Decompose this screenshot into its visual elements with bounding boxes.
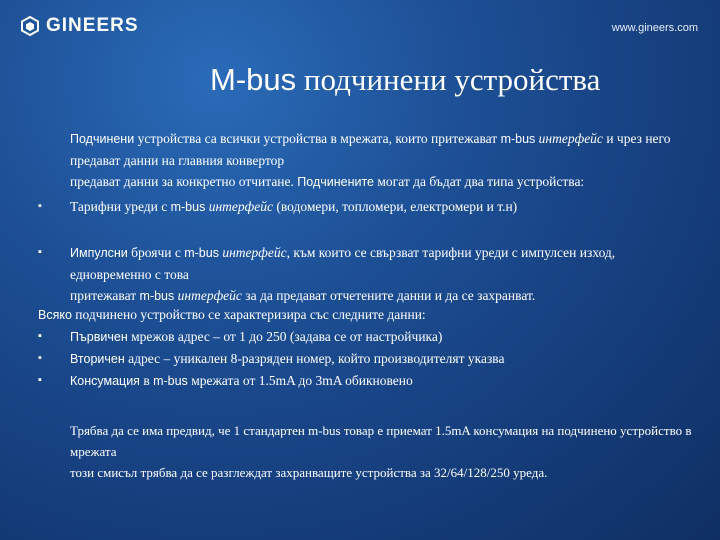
- bullet-icon: ▪: [38, 330, 42, 342]
- bullet-icon: ▪: [38, 200, 42, 212]
- intro-paragraph: [70, 128, 700, 193]
- logo: [20, 15, 139, 37]
- logo-text: GINEERS: [46, 15, 139, 36]
- characteristics-section: [38, 304, 698, 392]
- intro-line-2: [70, 171, 700, 193]
- bullet1-code: m-bus: [184, 246, 219, 260]
- bullet1-line2-a: притежават: [70, 288, 140, 303]
- characteristics-intro-term: Всяко: [38, 308, 72, 322]
- characteristic-primary-text: [70, 326, 698, 348]
- bullet0-text-a: Тарифни уреди с: [70, 199, 171, 214]
- note-paragraph: [70, 420, 700, 483]
- bullet-list-2: [38, 242, 698, 307]
- note-line-2: този смисъл трябва да се разглеждат захранващите устройства за 32/64/128/250 уреда.: [70, 465, 548, 480]
- characteristic-consumption-text: [70, 370, 698, 392]
- intro-term: Подчинени: [70, 132, 135, 146]
- bullet1-line2-code: m-bus: [139, 289, 175, 303]
- intro-line2-b: могат да бъдат два типа устройства:: [374, 174, 585, 189]
- note-line-1: Трябва да се има предвид, че 1 стандартен m-bus товар е приемат 1.5mA консумация на подчинено устройство в мрежата: [70, 423, 692, 459]
- bullet1-text-a: броячи с: [127, 245, 185, 260]
- title-text: подчинени устройства: [296, 62, 601, 97]
- characteristics-intro-text: подчинено устройство се характеризира със следните данни:: [71, 307, 426, 322]
- bullet1-term: Импулсни: [70, 246, 128, 260]
- intro-line-1: [70, 128, 700, 171]
- bullet-icon: ▪: [38, 374, 42, 386]
- bullet1-line2-italic: интерфейс: [174, 288, 242, 303]
- characteristic-item-consumption: [38, 370, 698, 392]
- characteristics-intro: [38, 304, 698, 326]
- characteristic-consumption-term: Консумация: [70, 374, 140, 388]
- characteristic-consumption-a: в: [139, 373, 154, 388]
- characteristic-secondary-text: [70, 348, 698, 370]
- intro-text-b: и чрез него предават данни на главния конвертор: [70, 131, 671, 168]
- bullet-text-tariff: [70, 196, 698, 218]
- intro-code: m-bus: [500, 132, 536, 146]
- intro-line2-a: предават данни за конкретно отчитане.: [70, 174, 298, 189]
- bullet-list: [38, 196, 698, 218]
- bullet-text-impulse-1: [70, 242, 698, 285]
- intro-line2-term: Подчинените: [297, 175, 375, 189]
- characteristic-primary-term: Първичен: [70, 330, 128, 344]
- characteristic-item-secondary: [38, 348, 698, 370]
- characteristic-primary-desc: мрежов адрес – от 1 до 250 (задава се от настройчика): [127, 329, 443, 344]
- bullet-item-tariff: [38, 196, 698, 218]
- intro-italic: интерфейс: [538, 131, 603, 146]
- bullet1-line2-b: за да предават отчетените данни и да се захранват.: [241, 288, 536, 303]
- bullet0-italic: интерфейс: [205, 199, 273, 214]
- characteristic-secondary-desc: адрес – уникален 8-разряден номер, който производителят указва: [124, 351, 505, 366]
- bullet-icon: ▪: [38, 246, 42, 258]
- bullet0-code: m-bus: [170, 200, 206, 214]
- bullet-item-impulse: [38, 242, 698, 307]
- bullet1-italic: интерфейс: [218, 245, 287, 260]
- gineers-logo-icon: [20, 16, 40, 36]
- bullet-icon: ▪: [38, 352, 42, 364]
- characteristic-secondary-term: Вторичен: [70, 352, 125, 366]
- intro-text-a: устройства са всички устройства в мрежата, които притежават: [134, 131, 501, 146]
- page-title: [210, 62, 600, 98]
- characteristic-item-primary: [38, 326, 698, 348]
- bullet1-text-b: , към които се свързват тарифни уреди с импулсен изход, едновременно с това: [70, 245, 616, 282]
- characteristic-consumption-b: мрежата от 1.5mA до 3mA обикновено: [187, 373, 413, 388]
- characteristic-consumption-code: m-bus: [153, 374, 188, 388]
- bullet0-text-b: (водомери, топломери, електромери и т.н): [272, 199, 518, 214]
- site-url: www.gineers.com: [611, 22, 698, 34]
- title-code: M-bus: [210, 62, 297, 97]
